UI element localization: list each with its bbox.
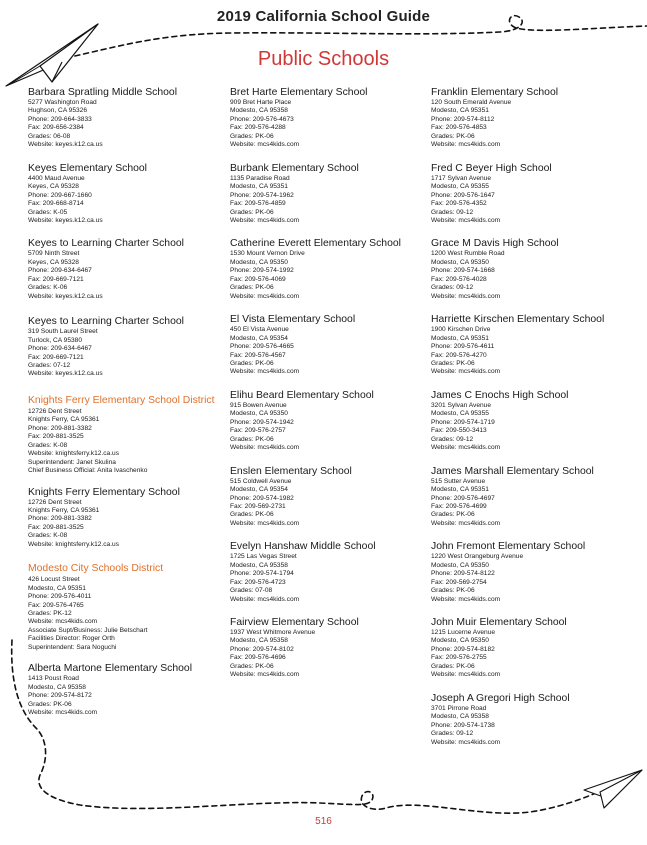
entry-detail-line: 4400 Maud Avenue	[28, 174, 85, 182]
school-name: Elihu Beard Elementary School	[230, 389, 374, 401]
entry-detail-line: Website: keyes.k12.ca.us	[28, 216, 103, 224]
school-name: James Marshall Elementary School	[431, 465, 594, 477]
entry-detail-line: Phone: 209-574-1942	[230, 418, 294, 426]
entry-detail-line: Phone: 209-576-4611	[431, 343, 495, 351]
entry-detail-line: Phone: 209-574-1794	[230, 570, 294, 578]
school-name: Catherine Everett Elementary School	[230, 238, 401, 250]
entry-detail-line: Modesto, CA 95354	[230, 334, 288, 342]
entry-detail-line: Grades: 09-12	[431, 208, 474, 216]
entry-detail-line: 5709 Ninth Street	[28, 250, 80, 258]
school-column-1	[28, 87, 233, 718]
entry-detail-line: Grades: PK-06	[230, 284, 274, 292]
school-name: Enslen Elementary School	[230, 465, 352, 477]
entry-detail-line: Grades: PK-06	[230, 132, 274, 140]
entry-detail-line: Modesto, CA 95350	[230, 258, 288, 266]
entry-detail-line: 1937 West Whitmore Avenue	[230, 629, 316, 637]
school-entry	[28, 238, 233, 301]
school-entry	[431, 693, 636, 747]
entry-detail-line: Fax: 209-576-4069	[230, 275, 286, 283]
entry-detail-line: 1717 Sylvan Avenue	[431, 174, 492, 182]
entry-detail-line: Phone: 209-576-1647	[431, 191, 495, 199]
school-entry	[431, 314, 636, 377]
entry-detail-line: Modesto, CA 95351	[230, 183, 288, 191]
school-name: Burbank Elementary School	[230, 162, 359, 174]
entry-detail-line: Grades: PK-06	[431, 587, 475, 595]
entry-detail-line: Fax: 209-576-2755	[431, 654, 487, 662]
school-name: El Vista Elementary School	[230, 314, 356, 326]
entry-detail-line: Website: mcs4kids.com	[230, 595, 300, 603]
school-name: Joseph A Gregori High School	[431, 692, 570, 704]
school-entry	[431, 163, 636, 226]
entry-detail-line: Website: keyes.k12.ca.us	[28, 141, 103, 149]
entry-detail-line: Grades: PK-12	[28, 610, 72, 618]
entry-detail-line: Modesto, CA 95350	[230, 410, 288, 418]
entry-detail-line: Turlock, CA 95380	[28, 336, 82, 344]
entry-detail-line: Website: knightsferry.k12.ca.us	[28, 450, 120, 458]
entry-detail-line: Website: mcs4kids.com	[431, 519, 501, 527]
entry-detail-line: Phone: 209-667-1660	[28, 191, 92, 199]
district-name: Knights Ferry Elementary School District	[28, 394, 215, 406]
entry-detail-line: 12726 Dent Street	[28, 407, 82, 415]
school-entry	[230, 617, 435, 680]
school-name: John Fremont Elementary School	[431, 541, 586, 553]
entry-detail-line: 909 Bret Harte Place	[230, 99, 292, 106]
entry-detail-line: Phone: 209-664-3833	[28, 115, 92, 123]
entry-detail-line: Website: knightsferry.k12.ca.us	[28, 540, 120, 548]
school-name: Fairview Elementary School	[230, 617, 359, 629]
entry-detail-line: Fax: 209-576-4699	[431, 502, 487, 510]
page-number: 516	[315, 816, 332, 827]
school-entry	[230, 238, 435, 301]
entry-detail-line: Phone: 209-574-8182	[431, 645, 495, 653]
entry-detail-line: Fax: 209-550-3413	[431, 427, 487, 435]
entry-detail-line: 3201 Sylvan Avenue	[431, 401, 492, 409]
entry-detail-line: Website: mcs4kids.com	[28, 709, 98, 717]
entry-detail-line: Fax: 209-576-4028	[431, 275, 487, 283]
entry-detail-line: Website: keyes.k12.ca.us	[28, 370, 103, 378]
school-name: Keyes to Learning Charter School	[28, 238, 184, 250]
entry-detail-line: Modesto, CA 95358	[230, 637, 288, 645]
entry-detail-line: Grades: PK-06	[230, 208, 274, 216]
school-entry	[28, 87, 233, 150]
entry-detail-line: 1215 Lucerne Avenue	[431, 629, 496, 637]
entry-detail-line: Associate Supt/Business: Julie Betschart	[28, 626, 148, 634]
entry-detail-line: Phone: 209-576-4673	[230, 115, 294, 123]
entry-detail-line: Fax: 209-576-4859	[230, 200, 286, 208]
entry-detail-line: Grades: PK-06	[230, 435, 274, 443]
school-column-2	[230, 87, 435, 680]
entry-detail-line: Modesto, CA 95355	[431, 410, 489, 418]
entry-detail-line: Website: keyes.k12.ca.us	[28, 292, 103, 300]
entry-detail-line: Modesto, CA 95358	[230, 561, 288, 569]
entry-detail-line: Fax: 209-576-4567	[230, 351, 286, 359]
entry-detail-line: 1900 Kirschen Drive	[431, 326, 491, 334]
entry-detail-line: Modesto, CA 95350	[431, 258, 489, 266]
entry-detail-line: Facilities Director: Roger Orth	[28, 635, 115, 643]
school-entry	[431, 541, 636, 604]
guide-title: 2019 California School Guide	[216, 8, 431, 25]
entry-detail-line: Grades: K-06	[28, 284, 68, 292]
entry-detail-line: Phone: 209-574-1962	[230, 191, 294, 199]
entry-detail-line: Modesto, CA 95354	[230, 486, 288, 494]
entry-detail-line: 3701 Pirrone Road	[431, 704, 487, 712]
entry-detail-line: Grades: PK-06	[230, 359, 274, 367]
entry-detail-line: Grades: K-08	[28, 441, 68, 449]
entry-detail-line: Chief Business Official: Anita Ivaschenko	[28, 467, 148, 475]
school-entry	[230, 314, 435, 377]
entry-detail-line: Fax: 209-576-2757	[230, 427, 286, 435]
school-entry	[431, 617, 636, 680]
entry-detail-line: Grades: PK-06	[431, 359, 475, 367]
entry-detail-line: Modesto, CA 95358	[28, 683, 86, 691]
entry-detail-line: Website: mcs4kids.com	[431, 595, 501, 603]
entry-detail-line: Phone: 209-576-4697	[431, 494, 495, 502]
entry-detail-line: Keyes, CA 95328	[28, 258, 79, 266]
school-name: Alberta Martone Elementary School	[28, 663, 193, 675]
entry-detail-line: Phone: 209-881-3382	[28, 515, 92, 523]
school-name: Knights Ferry Elementary School	[28, 486, 180, 498]
entry-detail-line: Grades: K-08	[28, 532, 68, 540]
entry-detail-line: Phone: 209-576-4011	[28, 593, 92, 601]
school-name: Grace M Davis High School	[431, 238, 559, 250]
school-name: Keyes Elementary School	[28, 162, 147, 174]
entry-detail-line: Phone: 209-574-1719	[431, 418, 495, 426]
entry-detail-line: Website: mcs4kids.com	[28, 618, 98, 626]
entry-detail-line: Website: mcs4kids.com	[431, 216, 501, 224]
entry-detail-line: Website: mcs4kids.com	[431, 444, 501, 452]
entry-detail-line: Modesto, CA 95350	[431, 637, 489, 645]
school-entry	[28, 663, 233, 717]
school-column-3	[431, 87, 636, 747]
entry-detail-line: Grades: PK-06	[230, 662, 274, 670]
entry-detail-line: Grades: PK-06	[230, 511, 274, 519]
entry-detail-line: Superintendent: Sara Noguchi	[28, 643, 117, 651]
school-name: John Muir Elementary School	[431, 617, 567, 629]
school-entry	[431, 466, 636, 529]
entry-detail-line: 515 Coldwell Avenue	[230, 477, 292, 485]
entry-detail-line: 1413 Poust Road	[28, 675, 79, 683]
entry-detail-line: Fax: 209-668-8714	[28, 200, 84, 208]
entry-detail-line: 120 South Emerald Avenue	[431, 99, 512, 106]
entry-detail-line: 319 South Laurel Street	[28, 328, 98, 336]
entry-detail-line: 1725 Las Vegas Street	[230, 553, 297, 561]
entry-detail-line: Phone: 209-574-1738	[431, 721, 495, 729]
entry-detail-line: Keyes, CA 95328	[28, 183, 79, 191]
entry-detail-line: Grades: PK-06	[28, 700, 72, 708]
district-entry	[28, 394, 233, 476]
school-entry	[230, 87, 435, 150]
entry-detail-line: Website: mcs4kids.com	[230, 671, 300, 679]
entry-detail-line: Website: mcs4kids.com	[431, 292, 501, 300]
entry-detail-line: Website: mcs4kids.com	[431, 141, 501, 149]
school-name: Evelyn Hanshaw Middle School	[230, 541, 376, 553]
school-name: Harriette Kirschen Elementary School	[431, 314, 605, 326]
entry-detail-line: Fax: 209-569-2754	[431, 578, 487, 586]
entry-detail-line: 1530 Mount Vernon Drive	[230, 250, 305, 258]
entry-detail-line: 5277 Washington Road	[28, 99, 97, 106]
entry-detail-line: Modesto, CA 95358	[431, 713, 489, 721]
school-entry	[230, 390, 435, 453]
entry-detail-line: Grades: 07-12	[28, 361, 71, 369]
district-entry	[28, 562, 233, 652]
entry-detail-line: Hughson, CA 95326	[28, 107, 88, 115]
entry-detail-line: Modesto, CA 95351	[431, 486, 489, 494]
entry-detail-line: Website: mcs4kids.com	[431, 368, 501, 376]
school-entry	[431, 238, 636, 301]
entry-detail-line: Website: mcs4kids.com	[230, 292, 300, 300]
entry-detail-line: Modesto, CA 95351	[431, 334, 489, 342]
entry-detail-line: Phone: 209-574-1982	[230, 494, 294, 502]
entry-detail-line: Grades: 07-08	[230, 587, 273, 595]
entry-detail-line: Website: mcs4kids.com	[431, 738, 501, 746]
entry-detail-line: Phone: 209-574-1668	[431, 267, 495, 275]
entry-detail-line: Fax: 209-881-3525	[28, 433, 84, 441]
entry-detail-line: Knights Ferry, CA 95361	[28, 506, 100, 514]
entry-detail-line: Fax: 209-576-4723	[230, 578, 286, 586]
school-entry	[28, 487, 233, 550]
entry-detail-line: Website: mcs4kids.com	[230, 519, 300, 527]
entry-detail-line: Superintendent: Janet Skulina	[28, 458, 116, 466]
entry-detail-line: 1135 Paradise Road	[230, 174, 290, 182]
entry-detail-line: Modesto, CA 95355	[431, 183, 489, 191]
entry-detail-line: Modesto, CA 95351	[28, 584, 86, 592]
entry-detail-line: Fax: 209-576-4288	[230, 124, 286, 132]
school-name: Barbara Spratling Middle School	[28, 87, 178, 98]
entry-detail-line: Fax: 209-576-4270	[431, 351, 487, 359]
school-name: Franklin Elementary School	[431, 87, 559, 98]
entry-detail-line: 12726 Dent Street	[28, 498, 82, 506]
entry-detail-line: 450 El Vista Avenue	[230, 326, 289, 334]
entry-detail-line: Grades: 09-12	[431, 730, 474, 738]
school-entry	[431, 390, 636, 453]
entry-detail-line: Website: mcs4kids.com	[230, 444, 300, 452]
entry-detail-line: Fax: 209-881-3525	[28, 523, 84, 531]
district-name: Modesto City Schools District	[28, 563, 164, 575]
entry-detail-line: Fax: 209-576-4853	[431, 124, 487, 132]
school-name: Bret Harte Elementary School	[230, 87, 368, 98]
entry-detail-line: Modesto, CA 95350	[431, 561, 489, 569]
school-name: James C Enochs High School	[431, 389, 569, 401]
entry-detail-line: Fax: 209-669-7121	[28, 353, 84, 361]
entry-detail-line: Fax: 209-656-2384	[28, 124, 84, 132]
entry-detail-line: 1200 West Rumble Road	[431, 250, 505, 258]
entry-detail-line: Grades: K-05	[28, 208, 68, 216]
entry-detail-line: 426 Locust Street	[28, 576, 80, 584]
entry-detail-line: Phone: 209-634-6467	[28, 267, 92, 275]
entry-detail-line: Grades: 06-08	[28, 132, 71, 140]
entry-detail-line: 1220 West Orangeburg Avenue	[431, 553, 524, 561]
school-entry	[431, 87, 636, 150]
entry-detail-line: Website: mcs4kids.com	[230, 141, 300, 149]
entry-detail-line: Grades: PK-06	[431, 132, 475, 140]
school-name: Keyes to Learning Charter School	[28, 316, 184, 328]
entry-detail-line: Website: mcs4kids.com	[431, 671, 501, 679]
entry-detail-line: Grades: 09-12	[431, 435, 474, 443]
entry-detail-line: Phone: 209-881-3382	[28, 424, 92, 432]
entry-detail-line: Fax: 209-569-2731	[230, 502, 286, 510]
entry-detail-line: Knights Ferry, CA 95361	[28, 416, 100, 424]
entry-detail-line: 915 Bowen Avenue	[230, 401, 287, 409]
entry-detail-line: Fax: 209-576-4696	[230, 654, 286, 662]
school-entry	[230, 163, 435, 226]
entry-detail-line: Grades: PK-06	[431, 662, 475, 670]
school-entry	[28, 316, 233, 379]
entry-detail-line: Phone: 209-574-1992	[230, 267, 294, 275]
entry-detail-line: Website: mcs4kids.com	[230, 368, 300, 376]
entry-detail-line: Phone: 209-574-8102	[230, 645, 294, 653]
entry-detail-line: Fax: 209-576-4765	[28, 601, 84, 609]
school-entry	[230, 541, 435, 604]
entry-detail-line: Modesto, CA 95351	[431, 107, 489, 115]
entry-detail-line: 515 Sutter Avenue	[431, 477, 486, 485]
entry-detail-line: Fax: 209-576-4352	[431, 200, 487, 208]
entry-detail-line: Grades: PK-06	[431, 511, 475, 519]
entry-detail-line: Phone: 209-574-8122	[431, 570, 495, 578]
school-entry	[230, 466, 435, 529]
entry-detail-line: Phone: 209-576-4665	[230, 343, 294, 351]
entry-detail-line: Phone: 209-574-8172	[28, 692, 92, 700]
entry-detail-line: Website: mcs4kids.com	[230, 216, 300, 224]
entry-detail-line: Phone: 209-634-6467	[28, 345, 92, 353]
entry-detail-line: Fax: 209-669-7121	[28, 275, 84, 283]
section-title: Public Schools	[257, 48, 390, 70]
entry-detail-line: Phone: 209-574-8112	[431, 115, 495, 123]
entry-detail-line: Grades: 09-12	[431, 284, 474, 292]
entry-detail-line: Modesto, CA 95358	[230, 107, 288, 115]
school-entry	[28, 163, 233, 226]
school-name: Fred C Beyer High School	[431, 162, 552, 174]
